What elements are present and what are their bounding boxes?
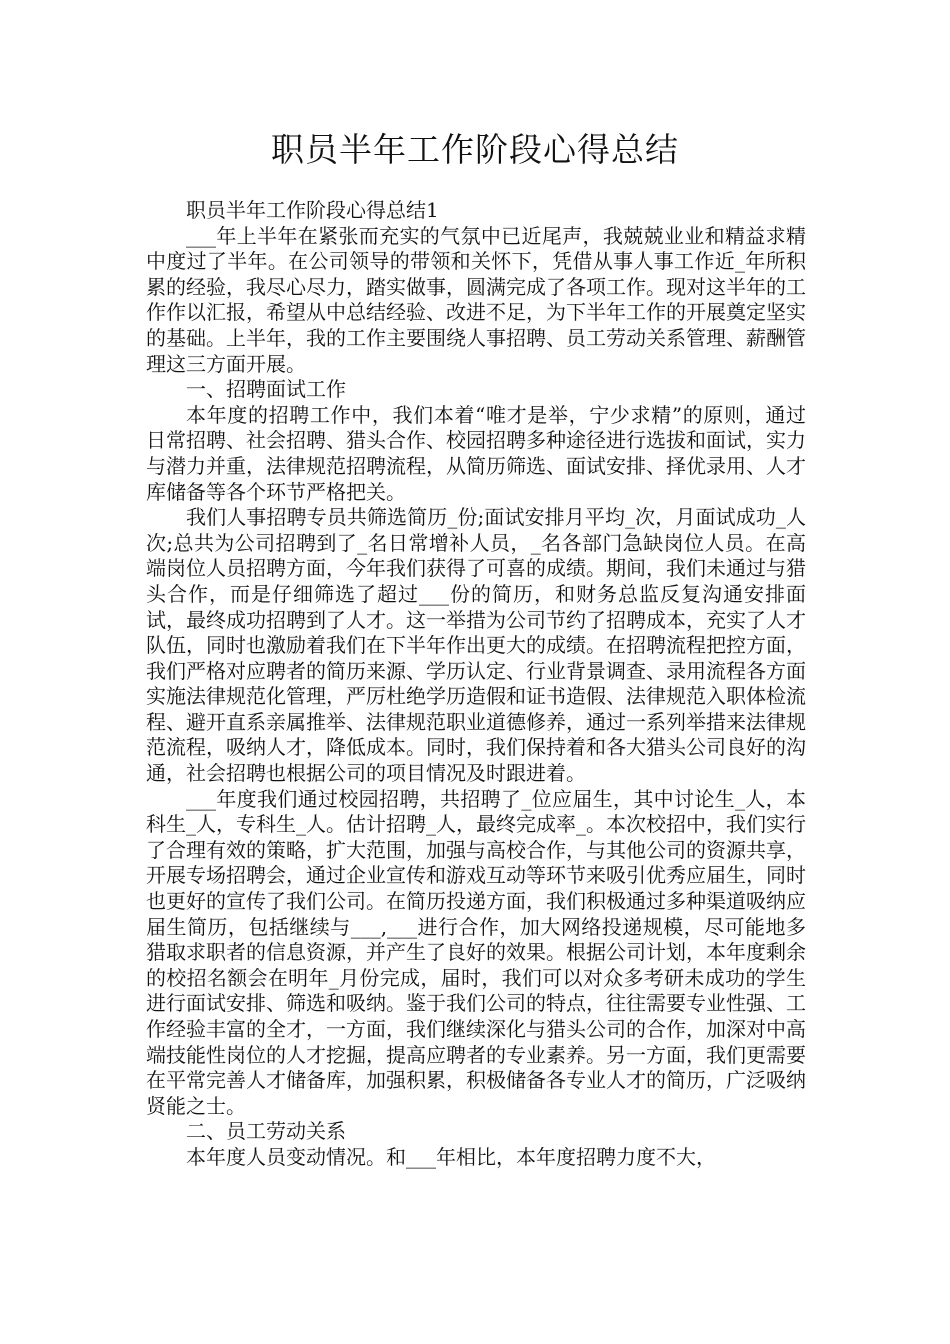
section-subtitle: 职员半年工作阶段心得总结1 [186, 198, 439, 222]
paragraph-intro: ___年上半年在紧张而充实的气氛中已近尾声，我兢兢业业和精益求精中度过了半年。在公司领导的带领和关怀下，凭借从事人事工作近_年所积累的经验，我尽心尽力，踏实做事，圆满完成了各项工作。现对这半年的工作作以汇报，希望从中总结经验、改进不足，为下半年工作的开展奠定坚实的基础。上半年，我的工作主要围绕人事招聘、员工劳动关系管理、薪酬管理这三方面开展。 [146, 223, 806, 376]
document-body [146, 198, 806, 1171]
document-title: 职员半年工作阶段心得总结 [271, 130, 679, 169]
heading-labor-relations: 二、员工劳动关系 [186, 1119, 346, 1144]
heading-recruitment: 一、招聘面试工作 [186, 377, 346, 402]
paragraph-campus-recruitment: ___年度我们通过校园招聘，共招聘了_位应届生，其中讨论生_人，本科生_人，专科生_人。估计招聘_人，最终完成率_。本次校招中，我们实行了合理有效的策略，扩大范围，加强与高校合作，与其他公司的资源共享，开展专场招聘会，通过企业宣传和游戏互动等环节来吸引优秀应届生，同时也更好的宣传了我们公司。在简历投递方面，我们积极通过多种渠道吸纳应届生简历，包括继续与___,___进行合作，加大网络投递规模，尽可能地多猎取求职者的信息资源，并产生了良好的效果。根据公司计划，本年度剩余的校招名额会在明年_月份完成，届时，我们可以对众多考研未成功的学生进行面试安排、筛选和吸纳。鉴于我们公司的特点，往往需要专业性强、工作经验丰富的全才，一方面，我们继续深化与猎头公司的合作，加深对中高端技能性岗位的人才挖掘，提高应聘者的专业素养。另一方面，我们更需要在平常完善人才储备库，加强积累，积极储备各专业人才的简历，广泛吸纳贤能之士。 [146, 786, 806, 1118]
paragraph-staff-changes: 本年度人员变动情况。和___年相比，本年度招聘力度不大， [186, 1144, 716, 1169]
paragraph-recruitment-principle: 本年度的招聘工作中，我们本着“唯才是举，宁少求精”的原则，通过日常招聘、社会招聘、猎头合作、校园招聘多种途径进行选拔和面试，实力与潜力并重，法律规范招聘流程，从简历筛选、面试安排、择优录用、人才库储备等各个环节严格把关。 [146, 402, 806, 504]
paragraph-recruitment-details: 我们人事招聘专员共筛选简历_份;面试安排月平均_次，月面试成功_人次;总共为公司招聘到了_名日常增补人员，_名各部门急缺岗位人员。在高端岗位人员招聘方面，今年我们获得了可喜的成绩。期间，我们未通过与猎头合作，而是仔细筛选了超过___份的简历，和财务总监反复沟通安排面试，最终成功招聘到了人才。这一举措为公司节约了招聘成本，充实了人才队伍，同时也激励着我们在下半年作出更大的成绩。在招聘流程把控方面，我们严格对应聘者的简历来源、学历认定、行业背景调查、录用流程各方面实施法律规范化管理，严厉杜绝学历造假和证书造假、法律规范入职体检流程、避开直系亲属推举、法律规范职业道德修养，通过一系列举措来法律规范流程，吸纳人才，降低成本。同时，我们保持着和各大猎头公司良好的沟通，社会招聘也根据公司的项目情况及时跟进着。 [146, 505, 806, 786]
